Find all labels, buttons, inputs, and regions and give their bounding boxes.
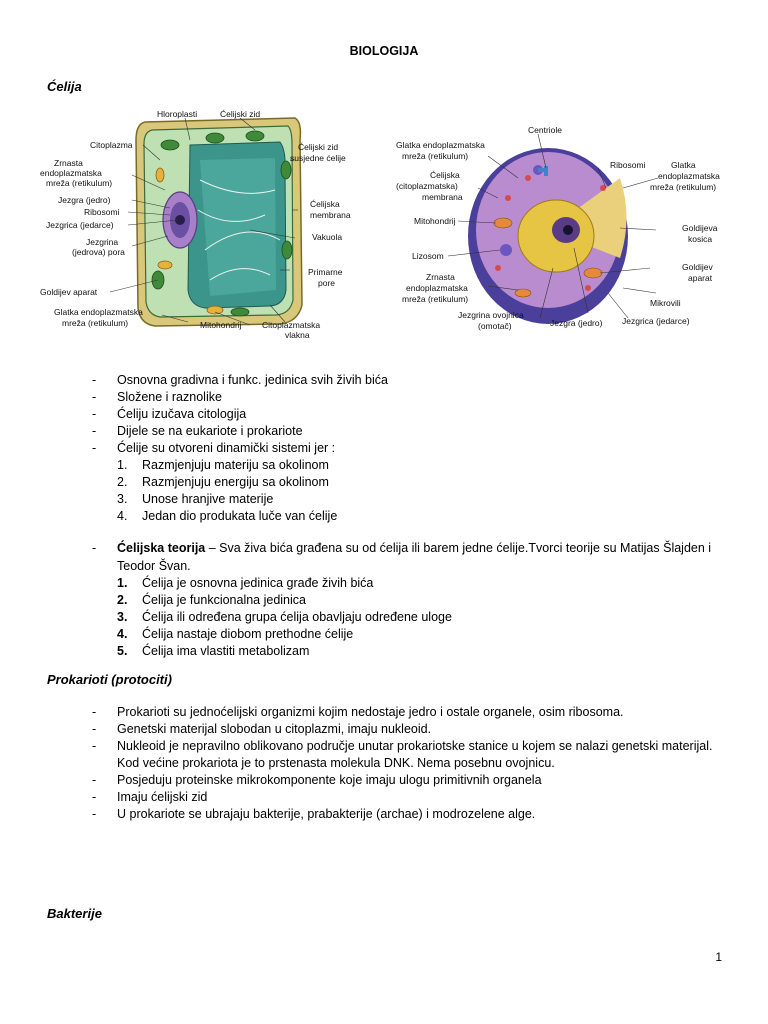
page-number: 1 (715, 950, 722, 964)
label-a-glatka-2: mreža (retikulum) (402, 151, 469, 161)
label-vlakna-1: Citoplazmatska (262, 320, 321, 330)
list-item: - Ćelijska teorija – Sva živa bića građena su od ćelija ili barem jedne ćelije.Tvorci teorije su Matijas Šlajden i Teodor Švan. 1. Ćelija je osnovna jedinica građe živih bića 2. Ćelija je funkcionalna jedinica 3. Ćelija ili određena grupa ćelija obavljaju određene uloge 4. Ćelija nastaje diobom prethodne ćelije 5. Ćelija ima vlastiti metabolizam (92, 539, 752, 660)
label-a-zrnasta-2: endoplazmatska (406, 283, 468, 293)
list-item: 2. Ćelija je funkcionalna jedinica (117, 593, 306, 607)
list-item: 3. Ćelija ili određena grupa ćelija obavljaju određene uloge (117, 610, 452, 624)
label-a-aparat-1: Goldijev (682, 262, 713, 272)
list-item: 1. Razmjenjuju materiju sa okolinom (117, 458, 329, 472)
label-zid-susjedne-1: Ćelijski zid (298, 142, 339, 152)
label-a-ovojnica-1: Jezgrina ovojnica (458, 310, 524, 320)
teorija-sub-list (117, 575, 752, 660)
label-pore-1: Primarne (308, 267, 343, 277)
label-ribosomi: Ribosomi (84, 207, 120, 217)
teorija-text: – Sva živa bića građena su od ćelija ili barem jedne ćelije.Tvorci teorije su Matijas Šlajden i Teodor Švan. (117, 541, 712, 573)
label-vakuola: Vakuola (312, 232, 343, 242)
label-jezgrica: Jezgrica (jedarce) (46, 220, 114, 230)
list-item: 1. Ćelija je osnovna jedinica građe živih bića (117, 576, 374, 590)
label-hloroplasti: Hloroplasti (157, 109, 198, 119)
teorija-list (92, 539, 752, 660)
list-item: 2. Razmjenjuju energiju sa okolinom (117, 475, 329, 489)
label-a-jezgra: Jezgra (jedro) (550, 318, 603, 328)
document-title: BIOLOGIJA (349, 44, 419, 58)
animal-cell-diagram (388, 118, 730, 340)
label-a-glatka-1: Glatka endoplazmatska (396, 140, 485, 150)
label-pore-2: pore (318, 278, 336, 288)
label-a-lizosom: Lizosom (412, 251, 444, 261)
label-a-mikrovili: Mikrovili (650, 298, 681, 308)
list-item: - U prokariote se ubrajaju bakterije, prabakterije (archae) i modrozelene alge. (92, 807, 536, 821)
label-a-glatka-r-2: endoplazmatska (658, 171, 720, 181)
label-mitohondrij: Mitohondrij (200, 320, 242, 330)
label-citoplazma: Citoplazma (90, 140, 133, 150)
label-goldijev: Goldijev aparat (40, 287, 98, 297)
celija-bullet-list (92, 372, 388, 525)
list-item: - Osnovna gradivna i funkc. jedinica svih živih bića (92, 373, 388, 387)
label-centriole: Centriole (528, 125, 563, 135)
list-item: - Posjeduju proteinske mikrokomponente koje imaju ulogu primitivnih organela (92, 773, 542, 787)
label-zrnasta-2: endoplazmatska (40, 168, 102, 178)
label-glatka-1: Glatka endoplazmatska (54, 307, 143, 317)
list-item: - Nukleoid je nepravilno oblikovano područje unutar prokariotske stanice u kojem se nalazi genetski materijal. Kod većine prokariota je to prstenasta molekula DNK. Nema posebnu ovojnicu. (92, 739, 713, 770)
prokarioti-list (92, 704, 732, 823)
label-celijski-zid: Ćelijski zid (220, 109, 261, 119)
label-a-aparat-2: aparat (688, 273, 713, 283)
section-heading-celija: Ćelija (47, 79, 82, 94)
label-zrnasta-1: Zrnasta (54, 158, 83, 168)
list-item: - Ćeliju izučava citologija (92, 407, 247, 421)
label-a-ovojnica-2: (omotač) (478, 321, 512, 331)
label-a-membrana-1: Ćelijska (430, 170, 460, 180)
label-zid-susjedne-2: susjedne ćelije (290, 153, 346, 163)
section-heading-bakterije: Bakterije (47, 906, 102, 921)
label-a-mitohondrij: Mitohondrij (414, 216, 456, 226)
list-item: 5. Ćelija ima vlastiti metabolizam (117, 644, 310, 658)
label-a-zrnasta-3: mreža (retikulum) (402, 294, 469, 304)
list-item: - Ćelije su otvoreni dinamički sistemi jer : 1. Razmjenjuju materiju sa okolinom 2. Razmjenjuju energiju sa okolinom 3. Unose hranjive materije 4. Jedan dio produkata luče van ćelije (92, 440, 388, 525)
label-a-glatka-r-1: Glatka (671, 160, 696, 170)
list-item: - Složene i raznolike (92, 390, 222, 404)
label-membrana-1: Ćelijska (310, 199, 340, 209)
label-jezgra: Jezgra (jedro) (58, 195, 111, 205)
label-a-zrnasta-1: Zrnasta (426, 272, 455, 282)
label-glatka-2: mreža (retikulum) (62, 318, 129, 328)
label-a-membrana-3: membrana (422, 192, 463, 202)
list-item: 4. Ćelija nastaje diobom prethodne ćelije (117, 627, 354, 641)
label-membrana-2: membrana (310, 210, 351, 220)
label-a-membrana-2: (citoplazmatska) (396, 181, 458, 191)
list-item: - Genetski materijal slobodan u citoplazmi, imaju nukleoid. (92, 722, 432, 736)
label-jezgrina-1: Jezgrina (86, 237, 119, 247)
list-item: - Imaju ćelijski zid (92, 790, 208, 804)
teorija-term: Ćelijska teorija (117, 541, 206, 555)
label-a-kosica-1: Goldijeva (682, 223, 718, 233)
section-heading-prokarioti: Prokarioti (protociti) (47, 672, 172, 687)
label-a-glatka-r-3: mreža (retikulum) (650, 182, 717, 192)
list-item: - Prokarioti su jednoćelijski organizmi kojim nedostaje jedro i ostale organele, osim ribosoma. (92, 705, 624, 719)
list-item: - Dijele se na eukariote i prokariote (92, 424, 303, 438)
label-a-jezgrica: Jezgrica (jedarce) (622, 316, 690, 326)
label-zrnasta-3: mreža (retikulum) (46, 178, 113, 188)
list-item: 4. Jedan dio produkata luče van ćelije (117, 509, 338, 523)
label-jezgrina-2: (jedrova) pora (72, 247, 125, 257)
label-a-ribosomi: Ribosomi (610, 160, 646, 170)
label-vlakna-2: vlakna (285, 330, 310, 340)
list-item: 3. Unose hranjive materije (117, 492, 274, 506)
sistemi-sub-list (117, 457, 388, 525)
plant-cell-diagram (40, 100, 380, 350)
label-a-kosica-2: kosica (688, 234, 713, 244)
